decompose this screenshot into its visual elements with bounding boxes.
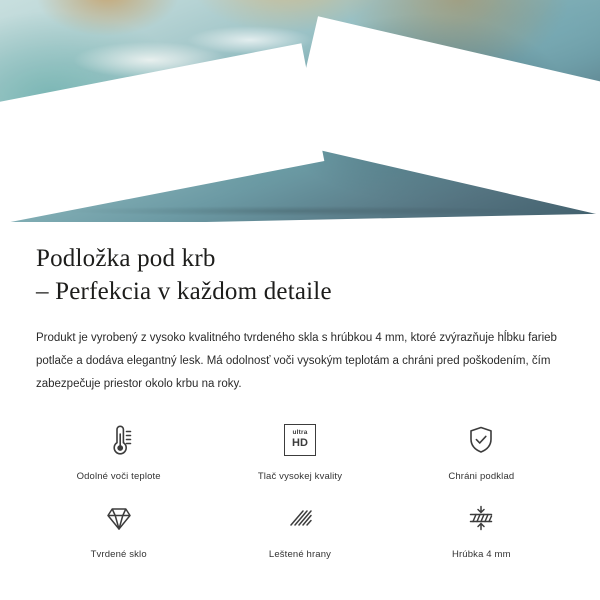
headline-line-2: – Perfekcia v každom detaile xyxy=(36,278,332,306)
ultra-hd-icon: ultra HD xyxy=(284,418,316,462)
hero-image xyxy=(0,0,600,222)
thermometer-icon xyxy=(99,418,139,462)
feature-item-temperature xyxy=(28,418,209,482)
feature-label: Odolné voči teplote xyxy=(76,470,161,482)
feature-label: Tvrdené sklo xyxy=(90,548,147,560)
feature-label: Leštené hrany xyxy=(268,548,332,560)
feature-grid xyxy=(0,396,600,560)
feature-item-print-quality xyxy=(209,418,390,482)
feature-label: Hrúbka 4 mm xyxy=(451,548,511,560)
shield-check-icon xyxy=(461,418,501,462)
feature-label: Chráni podklad xyxy=(448,470,515,482)
thickness-icon xyxy=(461,496,501,540)
body-paragraph: Produkt je vyrobený z vysoko kvalitného tvrdeného skla s hrúbkou 4 mm, ktoré zvýrazňuje hĺbku farieb potlače a dodáva elegantný lesk. Má odolnosť voči vysokým teplotám a chráni pred poškodením, čím zabezpečuje priestor okolo krbu na roky. xyxy=(36,331,557,390)
page-title xyxy=(36,242,564,309)
headline-line-1: Podložka pod krb xyxy=(36,245,216,272)
feature-item-polished-edges xyxy=(209,496,390,560)
feature-item-tempered-glass xyxy=(28,496,209,560)
diamond-icon xyxy=(99,496,139,540)
feature-item-protection xyxy=(391,418,572,482)
text-block xyxy=(0,222,600,396)
polished-edges-icon xyxy=(280,496,320,540)
feature-item-thickness xyxy=(391,496,572,560)
feature-label: Tlač vysokej kvality xyxy=(257,470,343,482)
glass-drop-shadow xyxy=(60,206,530,216)
